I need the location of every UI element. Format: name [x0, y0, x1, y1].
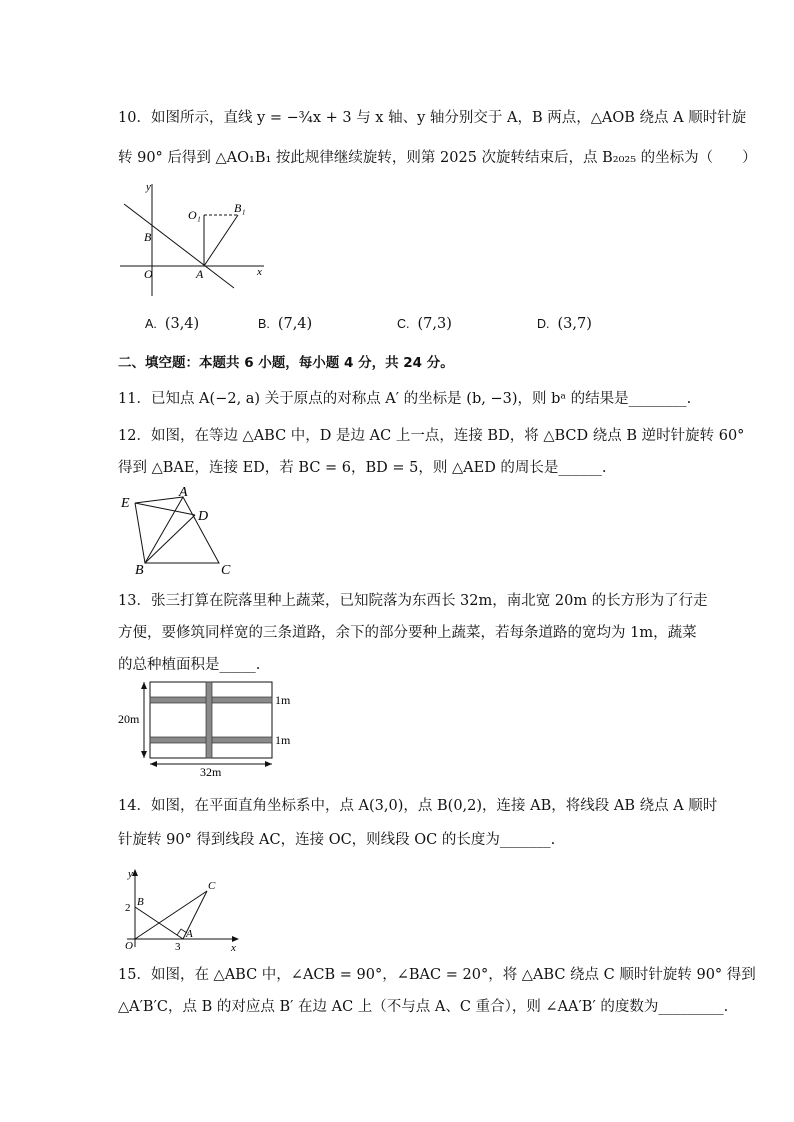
q10-option-a-label: A.	[145, 317, 157, 331]
q14-y-axis-arrow	[132, 869, 138, 876]
q11-text-line1: 11．已知点 A(−2, a) 关于原点的对称点 A′ 的坐标是 (b, −3)，则 bᵃ 的结果是________.	[118, 391, 692, 407]
q14-label-y: y	[128, 868, 133, 880]
q10-figure	[112, 178, 272, 303]
q10-label-o: O	[144, 267, 153, 281]
q15-text-line2: △A′B′C，点 B 的对应点 B′ 在边 AC 上（不与点 A、C 重合），则 ∠AA′B′ 的度数为_________.	[118, 999, 729, 1015]
q14-label-b: B	[137, 896, 144, 908]
q13-text-line3: 的总种植面积是_____.	[118, 657, 261, 673]
q12-figure	[115, 485, 245, 580]
q10-option-a[interactable]	[145, 316, 199, 332]
q10-option-a-value: (3,4)	[164, 316, 200, 332]
q10-label-o1: O₁	[188, 208, 201, 222]
q13-width-arrow-left	[150, 761, 157, 767]
q10-option-c[interactable]	[397, 316, 452, 332]
q12-label-e: E	[121, 496, 130, 511]
q10-option-c-label: C.	[397, 317, 410, 331]
q10-label-y: y	[146, 181, 151, 193]
q12-segment-ed	[135, 503, 195, 515]
q10-label-a: A	[196, 267, 204, 281]
q15-text-line1: 15．如图，在 △ABC 中，∠ACB = 90°，∠BAC = 20°，将 △ABC 绕点 C 顺时针旋转 90° 得到	[118, 967, 756, 983]
q12-text-line2: 得到 △BAE，连接 ED，若 BC = 6，BD = 5，则 △AED 的周长是______.	[118, 460, 607, 476]
q10-text-line2: 转 90° 后得到 △AO₁B₁ 按此规律继续旋转，则第 2025 次旋转结束后，点 B₂₀₂₅ 的坐标为（ ）	[118, 150, 757, 166]
q10-option-d-value: (3,7)	[557, 316, 592, 332]
q12-label-a: A	[179, 485, 188, 500]
q10-option-b[interactable]	[258, 316, 312, 332]
q12-segment-eb	[135, 503, 145, 563]
q10-label-x: x	[257, 266, 262, 278]
q12-label-d: D	[198, 509, 209, 524]
q12-segment-bd	[145, 515, 195, 563]
q13-height-arrow-bottom	[141, 751, 147, 758]
q14-text-line1: 14．如图，在平面直角坐标系中，点 A(3,0)，点 B(0,2)，连接 AB，将线段 AB 绕点 A 顺时	[118, 798, 718, 814]
q10-option-d-label: D.	[537, 317, 550, 331]
q14-figure	[115, 863, 245, 953]
q13-label-width: 32m	[200, 765, 222, 779]
q10-option-c-value: (7,3)	[417, 316, 452, 332]
q14-label-x: x	[231, 942, 236, 954]
q14-segment-oc	[135, 891, 207, 939]
q12-label-c: C	[221, 563, 231, 578]
q13-width-arrow-right	[265, 761, 272, 767]
q14-label-a: A	[186, 928, 193, 940]
section-fill-in-title: 二、填空题：本题共 6 小题，每小题 4 分，共 24 分。	[118, 355, 454, 371]
q14-tick-two: 2	[125, 902, 131, 914]
q10-segment-ab1	[204, 215, 238, 266]
q13-road-vertical	[206, 682, 212, 758]
q13-label-height: 20m	[118, 712, 140, 726]
q13-height-arrow-top	[141, 682, 147, 689]
q10-label-b1: B₁	[234, 201, 246, 215]
q13-label-road-top: 1m	[275, 693, 291, 707]
q10-label-b: B	[144, 230, 152, 244]
q10-text-line1: 10．如图所示，直线 y = −¾x + 3 与 x 轴、y 轴分别交于 A，B 两点，△AOB 绕点 A 顺时针旋	[118, 110, 747, 126]
q12-label-b: B	[135, 563, 144, 578]
q10-option-b-label: B.	[258, 317, 270, 331]
q14-tick-three: 3	[175, 941, 181, 953]
q13-text-line1: 13．张三打算在院落里种上蔬菜，已知院落为东西长 32m，南北宽 20m 的长方形为了行走	[118, 593, 708, 609]
q14-text-line2: 针旋转 90° 得到线段 AC，连接 OC，则线段 OC 的长度为_______.	[118, 832, 556, 848]
q10-option-b-value: (7,4)	[277, 316, 313, 332]
q13-figure	[112, 676, 312, 778]
q10-option-d[interactable]	[537, 316, 592, 332]
q13-label-road-bottom: 1m	[275, 733, 291, 747]
q14-label-o: O	[125, 940, 133, 952]
q14-label-c: C	[208, 880, 216, 892]
q12-segment-ea	[135, 497, 183, 503]
q13-text-line2: 方便，要修筑同样宽的三条道路，余下的部分要种上蔬菜，若每条道路的宽均为 1m，蔬菜	[118, 625, 697, 641]
q12-text-line1: 12．如图，在等边 △ABC 中，D 是边 AC 上一点，连接 BD，将 △BCD 绕点 B 逆时针旋转 60°	[118, 428, 745, 444]
